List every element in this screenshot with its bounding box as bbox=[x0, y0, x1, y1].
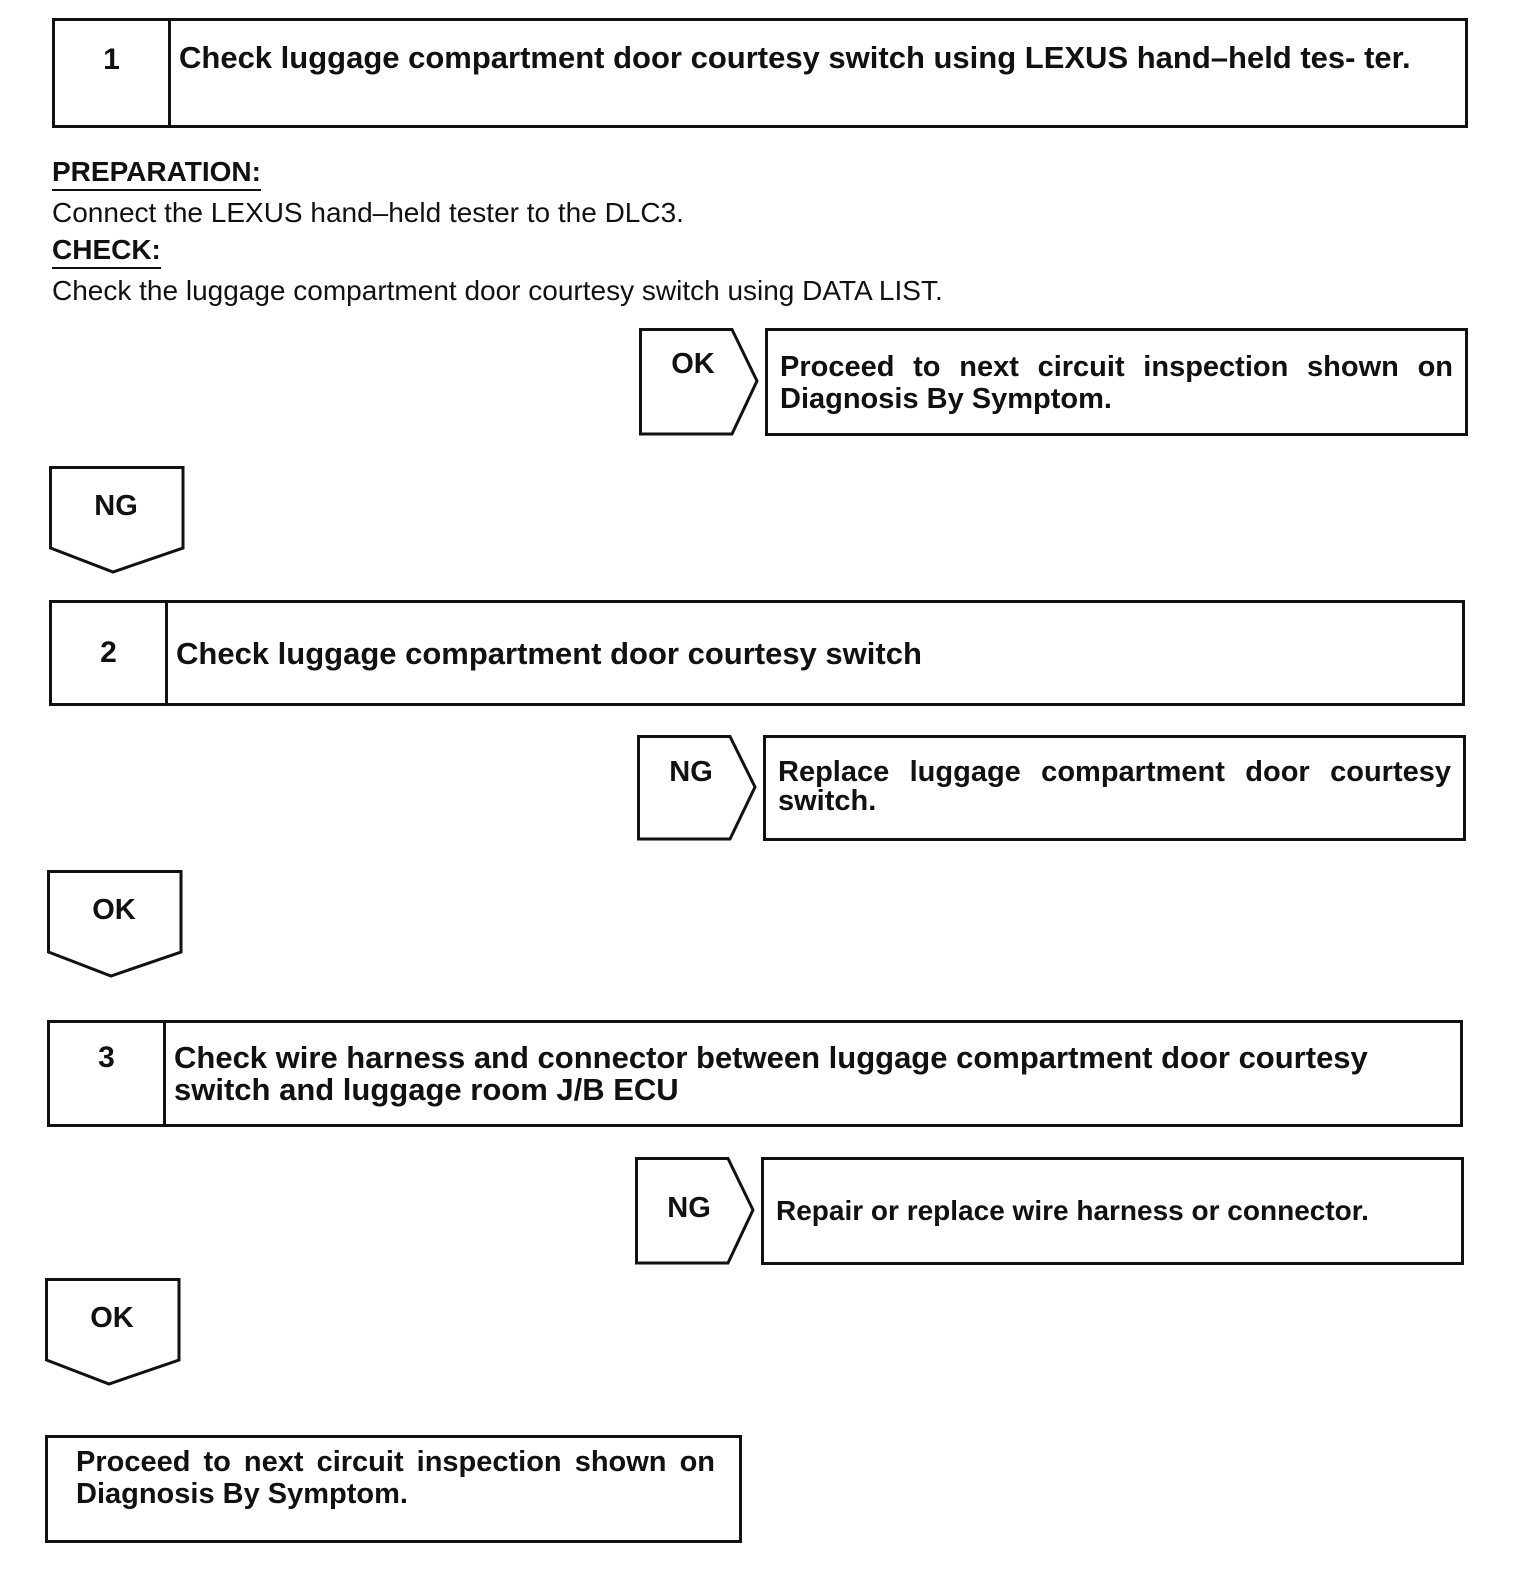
step-1-ok-result-box bbox=[765, 328, 1468, 436]
step-2-ng-result-text: Replace luggage compartment door courtesy switch. bbox=[778, 756, 1451, 817]
step-1-number: 1 bbox=[55, 21, 171, 125]
step-1-box bbox=[52, 18, 1468, 128]
ok-branch-arrow bbox=[639, 328, 761, 436]
step-1-title: Check luggage compartment door courtesy switch using LEXUS hand–held tes- ter. bbox=[179, 40, 1411, 75]
ng-down-label: NG bbox=[94, 490, 138, 522]
step-3-ng-result-text: Repair or replace wire harness or connector. bbox=[776, 1195, 1369, 1226]
final-result-text: Proceed to next circuit inspection shown on Diagnosis By Symptom. bbox=[76, 1446, 715, 1510]
step-3-box bbox=[47, 1020, 1463, 1127]
check-heading: CHECK: bbox=[52, 233, 161, 269]
step-3-ng-result-box bbox=[761, 1157, 1464, 1265]
step-2-box bbox=[49, 600, 1465, 706]
step-2-number: 2 bbox=[52, 603, 168, 703]
step-2-ng-result-box bbox=[763, 735, 1466, 841]
ng-branch-label-3: NG bbox=[667, 1192, 711, 1224]
preparation-text: Connect the LEXUS hand–held tester to the DLC3. bbox=[52, 197, 684, 228]
ok-down-label-2: OK bbox=[92, 894, 136, 926]
step-2-title: Check luggage compartment door courtesy switch bbox=[176, 636, 922, 671]
check-text: Check the luggage compartment door courtesy switch using DATA LIST. bbox=[52, 275, 943, 306]
ok-branch-label: OK bbox=[671, 348, 715, 380]
preparation-heading: PREPARATION: bbox=[52, 155, 261, 191]
step-3-number: 3 bbox=[50, 1023, 166, 1124]
ok-down-label-3: OK bbox=[90, 1302, 134, 1334]
step-1-ok-result-text: Proceed to next circuit inspection shown on Diagnosis By Symptom. bbox=[780, 351, 1453, 415]
ng-branch-label-2: NG bbox=[669, 756, 713, 788]
final-result-box bbox=[45, 1435, 742, 1543]
step-3-title: Check wire harness and connector between luggage compartment door courtesy switch and luggage room J/B ECU bbox=[174, 1040, 1368, 1107]
